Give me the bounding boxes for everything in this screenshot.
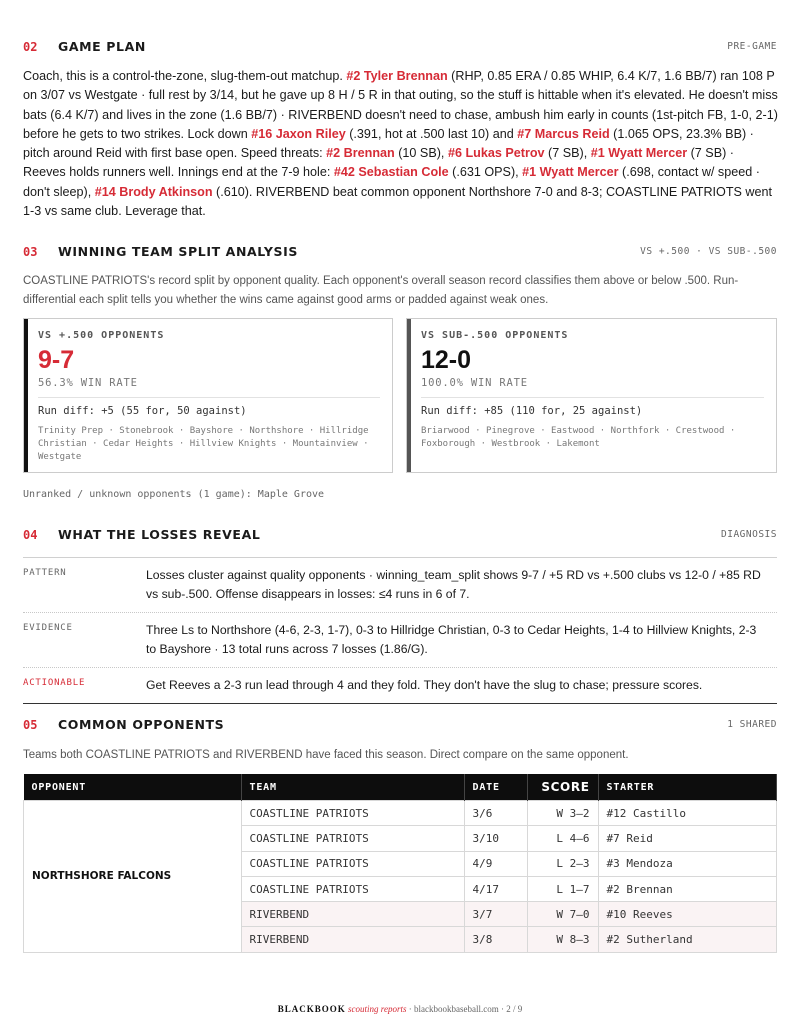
date-cell: 4/9: [464, 851, 527, 876]
plan-text: Coach, this is a control-the-zone, slug-them-out matchup.: [23, 69, 347, 83]
team-cell: COASTLINE PATRIOTS: [241, 826, 464, 851]
card-opponents: Briarwood · Pinegrove · Eastwood · Northfork · Crestwood · Foxborough · Westbrook · Lakemont: [421, 426, 736, 449]
game-plan-paragraph: [23, 67, 779, 221]
table-row: [24, 801, 777, 826]
card-record: 9-7: [38, 346, 75, 374]
section-tag: DIAGNOSIS: [721, 529, 777, 540]
team-cell: RIVERBEND: [241, 902, 464, 927]
diagnosis-row-pattern: [23, 558, 777, 613]
plan-text: (.610). RIVERBEND beat common opponent Northshore 7-0 and 8-3; COASTLINE PATRIOTS went 1-3 vs same club. Leverage that.: [23, 184, 773, 219]
team-cell: COASTLINE PATRIOTS: [241, 876, 464, 901]
card-divider: [38, 397, 380, 398]
player-highlight: #2 Tyler Brennan: [346, 69, 448, 83]
card-label: VS +.500 OPPONENTS: [38, 330, 165, 341]
unranked-note: Unranked / unknown opponents (1 game): Maple Grove: [23, 489, 325, 500]
team-cell: COASTLINE PATRIOTS: [241, 801, 464, 826]
card-run-diff: Run diff: +85 (110 for, 25 against): [421, 405, 643, 417]
plan-text: (7 SB) · Reeves holds runners well. Innings end at the 7-9 hole:: [23, 146, 734, 180]
col-score: SCORE: [527, 774, 598, 801]
section-tag: PRE-GAME: [727, 41, 777, 52]
section-number: 02: [23, 40, 38, 54]
section-number: 03: [23, 245, 38, 259]
diagnosis-key: PATTERN: [23, 568, 67, 578]
split-card-sub500: [406, 318, 777, 473]
starter-cell: #7 Reid: [598, 826, 777, 851]
common-intro: Teams both COASTLINE PATRIOTS and RIVERBEND have faced this season. Direct compare on the same opponent.: [23, 749, 629, 761]
player-highlight: #7 Marcus Reid: [517, 126, 610, 141]
section-title: GAME PLAN: [58, 39, 146, 54]
diagnosis-value: Three Ls to Northshore (4-6, 2-3, 1-7), 0-3 to Hillridge Christian, 0-3 to Cedar Heights, 1-4 to Hillview Knights, 2-3 to Bayshore · 13 total runs across 7 losses (1.86/G).: [146, 623, 757, 656]
col-opponent: OPPONENT: [24, 774, 242, 801]
section-number: 04: [23, 528, 38, 542]
card-win-rate: 56.3% WIN RATE: [38, 377, 138, 389]
opponent-cell: NORTHSHORE FALCONS: [24, 801, 242, 953]
player-highlight: #14 Brody Atkinson: [94, 184, 213, 199]
date-cell: 3/10: [464, 826, 527, 851]
plan-text: (.698, contact w/ speed · don't sleep),: [23, 165, 760, 199]
col-starter: STARTER: [598, 774, 777, 801]
team-cell: COASTLINE PATRIOTS: [241, 851, 464, 876]
diagnosis-row-actionable: [23, 668, 777, 703]
section-title: WHAT THE LOSSES REVEAL: [58, 527, 261, 542]
card-label: VS SUB-.500 OPPONENTS: [421, 330, 569, 341]
page-footer: BLACKBOOK scouting reports · blackbookbaseball.com · 2 / 9: [277, 1004, 523, 1014]
section-number: 05: [23, 718, 38, 732]
date-cell: 4/17: [464, 876, 527, 901]
section-tag: VS +.500 · VS SUB-.500: [640, 246, 777, 257]
player-highlight: #2 Brennan: [326, 146, 395, 161]
plan-text: (.631 OPS),: [448, 165, 523, 180]
diagnosis-value: Losses cluster against quality opponents · winning_team_split shows 9-7 / +5 RD vs +.500 clubs vs 12-0 / +85 RD vs sub-.500. Offense disappears in losses: ≤4 runs in 6 of 7.: [146, 568, 761, 601]
player-highlight: #1 Wyatt Mercer: [522, 165, 619, 180]
date-cell: 3/6: [464, 801, 527, 826]
section-header-game-plan: [23, 38, 777, 56]
footer-page-number: 2 / 9: [506, 1004, 523, 1014]
score-cell: L 1–7: [527, 876, 598, 901]
plan-text: (.391, hot at .500 last 10) and: [345, 126, 518, 141]
footer-subtitle: scouting reports: [348, 1004, 407, 1014]
starter-cell: #3 Mendoza: [598, 851, 777, 876]
split-card-plus500: [23, 318, 393, 473]
card-accent-bar: [24, 319, 28, 472]
score-cell: L 4–6: [527, 826, 598, 851]
score-cell: L 2–3: [527, 851, 598, 876]
section-header-common: [23, 716, 777, 734]
card-opponents: Trinity Prep · Stonebrook · Bayshore · Northshore · Hillridge Christian · Cedar Heights · Hillview Knights · Mountainview · Westgate: [38, 426, 369, 462]
starter-cell: #2 Brennan: [598, 876, 777, 901]
diagnosis-value: Get Reeves a 2-3 run lead through 4 and they fold. They don't have the slug to chase; pressure scores.: [146, 678, 703, 692]
section-title: WINNING TEAM SPLIT ANALYSIS: [58, 244, 299, 259]
col-date: DATE: [464, 774, 527, 801]
team-cell: RIVERBEND: [241, 927, 464, 952]
card-record: 12-0: [421, 346, 472, 374]
col-team: TEAM: [241, 774, 464, 801]
section-title: COMMON OPPONENTS: [58, 717, 225, 732]
player-highlight: #6 Lukas Petrov: [447, 146, 545, 161]
card-accent-bar: [407, 319, 411, 472]
diagnosis-key: EVIDENCE: [23, 623, 73, 633]
diagnosis-row-evidence: [23, 613, 777, 668]
card-divider: [421, 397, 764, 398]
date-cell: 3/8: [464, 927, 527, 952]
section-header-split: [23, 243, 777, 261]
plan-text: (10 SB),: [394, 146, 448, 161]
player-highlight: #1 Wyatt Mercer: [590, 146, 688, 161]
table-header-row: [24, 774, 777, 801]
starter-cell: #2 Sutherland: [598, 927, 777, 952]
score-cell: W 8–3: [527, 927, 598, 952]
diagnosis-key: ACTIONABLE: [23, 678, 86, 688]
date-cell: 3/7: [464, 902, 527, 927]
plan-text: (7 SB),: [544, 146, 591, 161]
player-highlight: #16 Jaxon Riley: [251, 126, 346, 141]
score-cell: W 3–2: [527, 801, 598, 826]
plan-text: (1.065 OPS, 23.3% BB) · pitch around Reid with first base open. Speed threats:: [23, 126, 754, 161]
section-header-losses: [23, 526, 777, 544]
section-tag: 1 SHARED: [727, 719, 777, 730]
starter-cell: #10 Reeves: [598, 902, 777, 927]
card-run-diff: Run diff: +5 (55 for, 50 against): [38, 405, 247, 417]
starter-cell: #12 Castillo: [598, 801, 777, 826]
score-cell: W 7–0: [527, 902, 598, 927]
diagnosis-table: [23, 557, 777, 704]
footer-brand: BLACKBOOK: [277, 1004, 346, 1014]
card-win-rate: 100.0% WIN RATE: [421, 377, 528, 389]
common-opponents-table: [23, 774, 777, 953]
footer-site: blackbookbaseball.com: [413, 1004, 499, 1014]
player-highlight: #42 Sebastian Cole: [333, 165, 449, 180]
split-intro: COASTLINE PATRIOTS's record split by opponent quality. Each opponent's overall season record classifies them above or below .500. Run-differential each split tells you whether the wins came against good arms or padded against weak ones.: [23, 275, 739, 306]
plan-text: (RHP, 0.85 ERA / 0.85 WHIP, 6.4 K/7, 1.6 BB/7) ran 108 P on 3/07 vs Westgate · full rest by 3/14, but he gave up 8 H / 5 R in that outing, so the stuff is hittable when it's elevated. He doesn't miss bats (6.4 K/7) and lives in the zone (1.6 BB/7) · RIVERBEND doesn't need to chase, ambush him early in counts (1st-pitch FB, 1-0, 2-1) before he gets to two strikes. Lock down: [23, 69, 778, 141]
